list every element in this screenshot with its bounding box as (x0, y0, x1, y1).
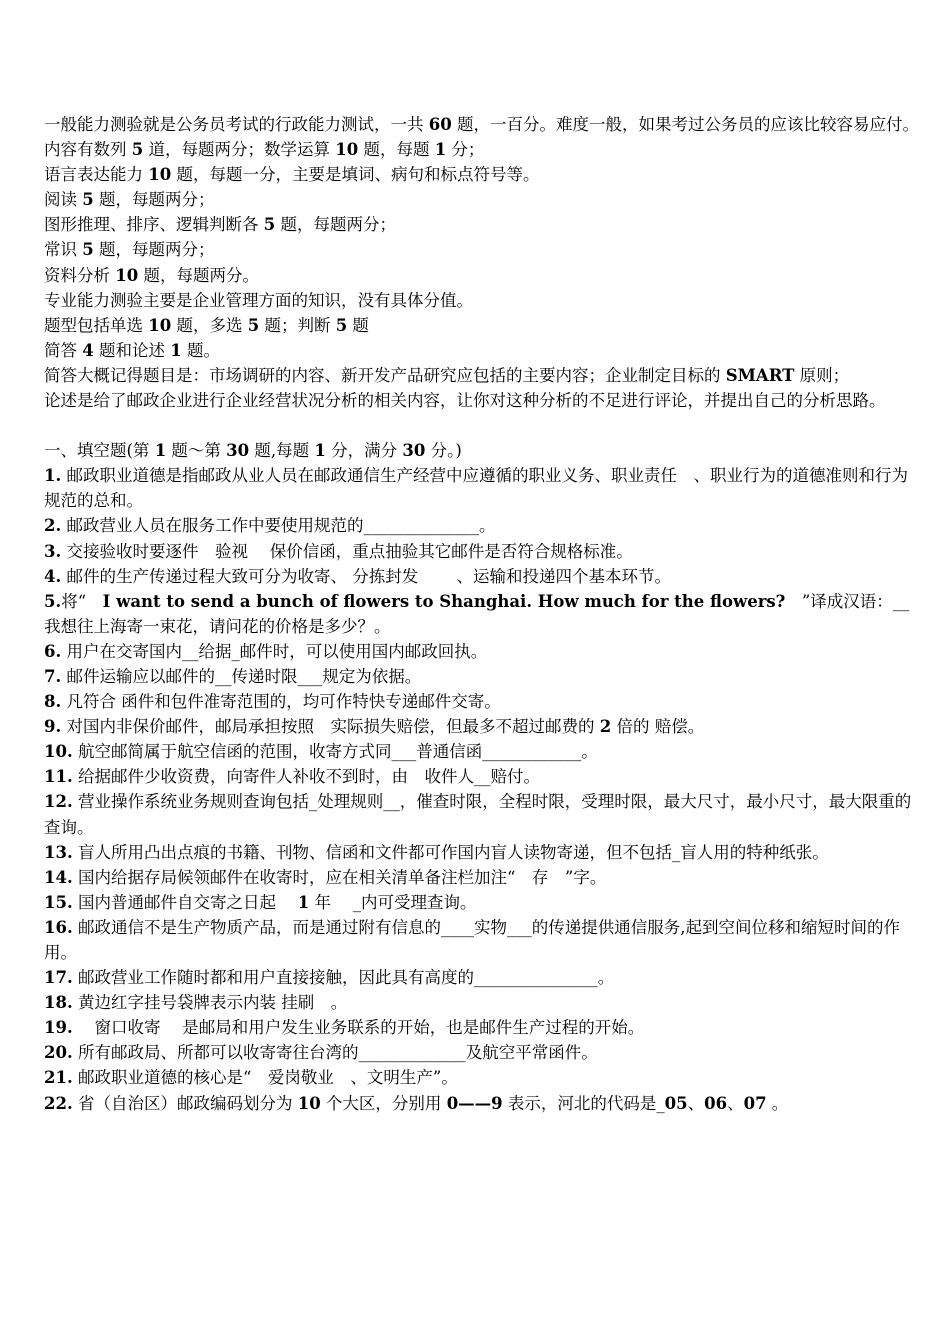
question-number: 13. (44, 842, 73, 862)
question-item (44, 965, 920, 990)
question-text: 邮政职业道德的核心是“ 爱岗敬业 、文明生产”。 (72, 1068, 458, 1088)
question-number: 14. (44, 867, 73, 887)
question-number: 10. (44, 742, 73, 762)
question-number: 7. (44, 666, 62, 686)
question-item (44, 689, 920, 714)
question-item (44, 1065, 920, 1090)
question-item (44, 589, 920, 639)
question-item (44, 1091, 920, 1116)
question-item (44, 865, 920, 890)
question-text: 邮政通信不是生产物质产品，而是通过附有信息的____实物___的传递提供通信服务,起到空间位移和缩短时间的作用。 (44, 917, 900, 962)
question-number: 5. (44, 591, 62, 611)
intro-paragraph: 专业能力测验主要是企业管理方面的知识，没有具体分值。 (44, 290, 473, 310)
question-number: 11. (44, 767, 73, 787)
question-number: 2. (44, 516, 62, 536)
question-item (44, 564, 920, 589)
question-item (44, 639, 920, 664)
intro-paragraph: 图形推理、排序、逻辑判断各 5 题，每题两分； (44, 215, 396, 235)
question-item (44, 463, 920, 513)
question-item (44, 539, 920, 564)
question-item (44, 513, 920, 538)
question-text: 所有邮政局、所都可以收寄寄往台湾的_____________及航空平常函件。 (72, 1043, 598, 1063)
question-number: 15. (44, 892, 73, 912)
question-number: 12. (44, 792, 73, 812)
question-text: 营业操作系统业务规则查询包括_处理规则__，催查时限，全程时限，受理时限，最大尺寸，最小尺寸，最大限重的查询。 (44, 792, 912, 837)
question-text: 航空邮简属于航空信函的范围，收寄方式同___普通信函____________。 (72, 742, 598, 762)
question-number: 3. (44, 541, 62, 561)
intro-paragraph: 论述是给了邮政企业进行企业经营状况分析的相关内容，让你对这种分析的不足进行评论，并提出自己的分析思路。 (44, 391, 886, 411)
intro-section (44, 112, 920, 413)
question-text: 将“ I want to send a bunch of flowers to Shanghai. How much for the flowers? ”译成汉语：__我想往上海寄一束花，请问花的价格是多少？。 (44, 591, 910, 636)
intro-paragraph: 简答大概记得题目是：市场调研的内容、新开发产品研究应包括的主要内容；企业制定目标的 SMART 原则； (44, 365, 850, 385)
paragraph-gap (44, 413, 920, 438)
intro-paragraph: 简答 4 题和论述 1 题。 (44, 340, 220, 360)
question-number: 8. (44, 692, 62, 712)
question-number: 17. (44, 968, 73, 988)
question-item (44, 840, 920, 865)
question-number: 1. (44, 466, 62, 486)
question-text: 凡符合 函件和包件准寄范围的，均可作特快专递邮件交寄。 (61, 692, 501, 712)
question-number: 18. (44, 993, 73, 1013)
question-item (44, 1015, 920, 1040)
intro-paragraph: 阅读 5 题，每题两分； (44, 190, 215, 210)
question-number: 9. (44, 717, 62, 737)
intro-paragraph: 题型包括单选 10 题，多选 5 题；判断 5 题 (44, 315, 369, 335)
question-item (44, 714, 920, 739)
intro-paragraph: 语言表达能力 10 题，每题一分，主要是填词、病句和标点符号等。 (44, 165, 540, 185)
question-text: 用户在交寄国内__给据_邮件时，可以使用国内邮政回执。 (61, 641, 488, 661)
question-text: 交接验收时要逐件 验视 保价信函，重点抽验其它邮件是否符合规格标准。 (61, 541, 633, 561)
question-text: 窗口收寄 是邮局和用户发生业务联系的开始，也是邮件生产过程的开始。 (72, 1018, 645, 1038)
question-text: 邮件的生产传递过程大致可分为收寄、 分拣封发 、运输和投递四个基本环节。 (61, 566, 671, 586)
question-text: 黄边红字挂号袋牌表示内装 挂刷 。 (72, 993, 348, 1013)
document-page (44, 112, 920, 1116)
intro-paragraph: 资料分析 10 题，每题两分。 (44, 265, 259, 285)
intro-paragraph: 一般能力测验就是公务员考试的行政能力测试，一共 60 题，一百分。难度一般，如果考过公务员的应该比较容易应付。 (44, 115, 919, 134)
question-item (44, 1040, 920, 1065)
question-number: 4. (44, 566, 62, 586)
question-number: 20. (44, 1043, 73, 1063)
question-text: 给据邮件少收资费，向寄件人补收不到时，由 收件人__赔付。 (72, 767, 540, 787)
section-title: 一、填空题(第 1 题～第 30 题,每题 1 分，满分 30 分。) (44, 441, 462, 461)
question-text: 对国内非保价邮件，邮局承担按照 实际损失赔偿，但最多不超过邮费的 2 倍的 赔偿。 (61, 717, 705, 737)
question-item (44, 739, 920, 764)
question-text: 国内给据存局候领邮件在收寄时，应在相关清单备注栏加注“ 存 ”字。 (72, 867, 607, 887)
question-item (44, 764, 920, 789)
question-item (44, 890, 920, 915)
question-item (44, 664, 920, 689)
intro-paragraph: 常识 5 题，每题两分； (44, 240, 215, 260)
question-number: 19. (44, 1018, 73, 1038)
question-item (44, 990, 920, 1015)
question-text: 邮件运输应以邮件的__传递时限___规定为依据。 (61, 666, 422, 686)
question-item (44, 915, 920, 965)
question-text: 邮政营业工作随时都和用户直接接触，因此具有高度的_______________。 (72, 968, 615, 988)
question-text: 省（自治区）邮政编码划分为 10 个大区，分别用 0——9 表示，河北的代码是_05、06、07 。 (72, 1093, 789, 1113)
question-item (44, 789, 920, 839)
question-number: 22. (44, 1093, 73, 1113)
question-text: 盲人所用凸出点痕的书籍、刊物、信函和文件都可作国内盲人读物寄递，但不包括_盲人用的特种纸张。 (72, 842, 829, 862)
question-text: 邮政营业人员在服务工作中要使用规范的______________。 (61, 516, 496, 536)
question-text: 邮政职业道德是指邮政从业人员在邮政通信生产经营中应遵循的职业义务、职业责任 、职业行为的道德准则和行为规范的总和。 (44, 466, 908, 511)
question-number: 6. (44, 641, 62, 661)
question-text: 国内普通邮件自交寄之日起 1 年 _内可受理查询。 (72, 892, 477, 912)
question-number: 16. (44, 917, 73, 937)
question-list (44, 463, 920, 1115)
question-number: 21. (44, 1068, 73, 1088)
intro-paragraph: 内容有数列 5 道，每题两分；数学运算 10 题，每题 1 分； (44, 140, 485, 160)
